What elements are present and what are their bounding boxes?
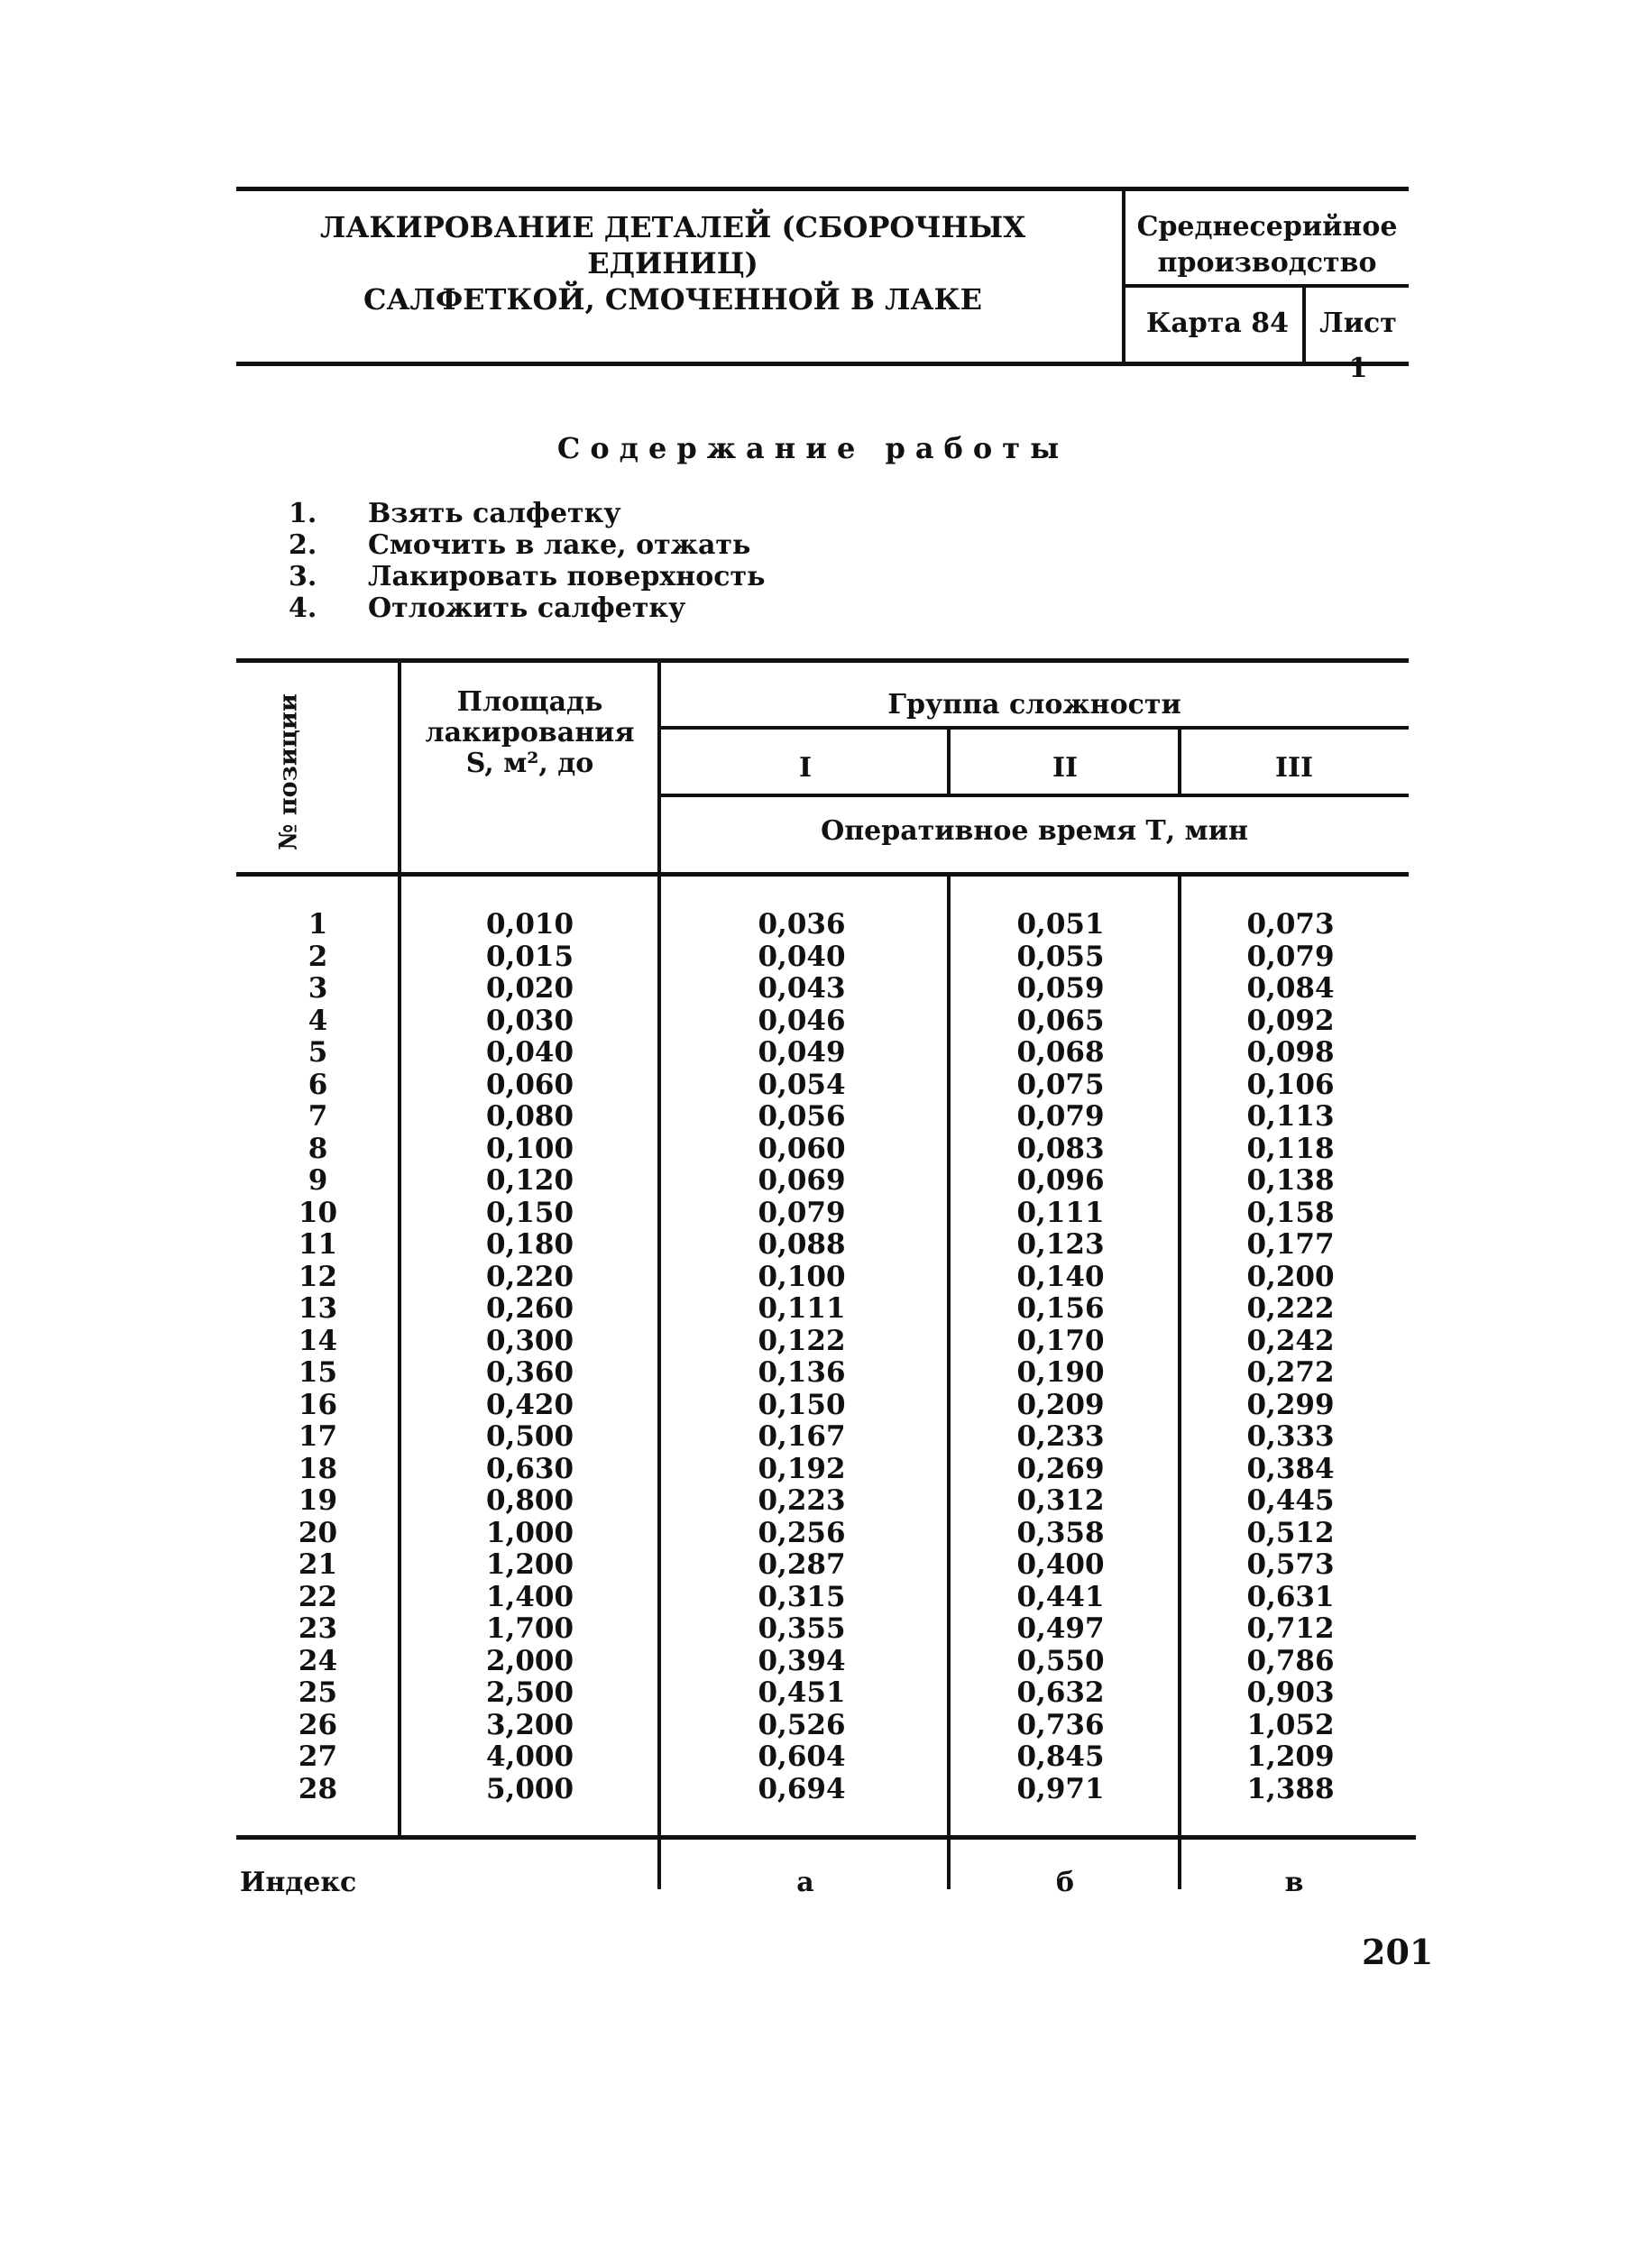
title-line-2: САЛФЕТКОЙ, СМОЧЕННОЙ В ЛАКЕ: [363, 282, 983, 317]
table-row: [234, 1229, 1407, 1262]
table-row: [234, 1582, 1407, 1614]
position-cell: 2: [308, 940, 328, 973]
area-cell: 0,040: [485, 1036, 574, 1069]
work-content-title: Содержание работы: [556, 431, 1070, 465]
area-cell: 0,630: [485, 1452, 574, 1485]
group-iii-time-cell: 0,445: [1246, 1484, 1335, 1517]
position-cell: 12: [298, 1260, 338, 1293]
table-top-rule: [236, 658, 1409, 663]
area-cell: 0,500: [485, 1420, 574, 1453]
table-header-bottom-rule: [236, 872, 1409, 877]
area-cell: 0,360: [485, 1356, 574, 1389]
production-type: [1129, 209, 1405, 281]
group-iii-time-cell: 0,222: [1246, 1292, 1335, 1325]
group-ii-time-cell: 0,079: [1016, 1100, 1105, 1133]
group-ii-time-cell: 0,497: [1016, 1612, 1105, 1645]
group-i-time-cell: 0,167: [758, 1420, 846, 1453]
table-body: [234, 909, 1407, 1805]
header-top-rule: [236, 187, 1409, 191]
group-i-time-cell: 0,079: [758, 1196, 846, 1229]
area-cell: 0,800: [485, 1484, 574, 1517]
position-cell: 28: [298, 1772, 338, 1805]
group-iii-time-cell: 0,631: [1246, 1580, 1335, 1613]
position-cell: 21: [298, 1548, 338, 1581]
position-cell: 27: [298, 1740, 338, 1773]
group-iii-time-cell: 0,092: [1246, 1004, 1335, 1037]
group-iii-time-cell: 1,388: [1246, 1772, 1335, 1805]
position-cell: 23: [298, 1612, 338, 1645]
table-row: [234, 1005, 1407, 1038]
position-cell: 10: [298, 1196, 338, 1229]
group-ii-time-cell: 0,140: [1016, 1260, 1105, 1293]
group-iii-time-cell: 0,200: [1246, 1260, 1335, 1293]
position-cell: 14: [298, 1324, 338, 1357]
index-group-iii: в: [1284, 1867, 1304, 1898]
group-ii-time-cell: 0,736: [1016, 1708, 1105, 1741]
table-row: [234, 1101, 1407, 1134]
position-cell: 25: [298, 1676, 338, 1709]
group-ii-time-cell: 0,358: [1016, 1516, 1105, 1549]
work-step: [289, 592, 766, 624]
work-steps-list: [289, 498, 766, 624]
table-row: [234, 1646, 1407, 1678]
group-i-time-cell: 0,060: [758, 1132, 846, 1165]
group-iii-time-cell: 0,786: [1246, 1644, 1335, 1677]
area-cell: 1,700: [485, 1612, 574, 1645]
header-inner-rule: [1122, 284, 1409, 288]
group-iii-time-cell: 0,903: [1246, 1676, 1335, 1709]
group-iii-time-cell: 0,177: [1246, 1228, 1335, 1261]
area-cell: 0,120: [485, 1164, 574, 1197]
position-cell: 22: [298, 1580, 338, 1613]
group-i-time-cell: 0,056: [758, 1100, 846, 1133]
group-i-time-cell: 0,287: [758, 1548, 846, 1581]
area-cell: 0,060: [485, 1068, 574, 1101]
step-text: Смочить в лаке, отжать: [368, 529, 751, 561]
group-numbers-rule: [659, 794, 1409, 797]
group-iii-time-cell: 0,084: [1246, 972, 1335, 1005]
group-iii-time-cell: 0,098: [1246, 1036, 1335, 1069]
area-header-line-1: Площадь: [456, 686, 603, 718]
group-iii-time-cell: 0,384: [1246, 1452, 1335, 1485]
group-iii-time-cell: 0,272: [1246, 1356, 1335, 1389]
area-cell: 0,080: [485, 1100, 574, 1133]
page-number: 201: [1362, 1932, 1434, 1972]
group-iii-time-cell: 1,209: [1246, 1740, 1335, 1773]
group-i-time-cell: 0,100: [758, 1260, 846, 1293]
group-i-time-cell: 0,604: [758, 1740, 846, 1773]
area-header: [401, 687, 658, 779]
index-group-i: а: [796, 1867, 814, 1898]
table-bottom-rule: [236, 1835, 1416, 1840]
sheet-number: Лист 1: [1319, 308, 1397, 384]
step-text: Отложить салфетку: [368, 592, 686, 624]
work-step: [289, 529, 766, 561]
group-i-time-cell: 0,111: [758, 1292, 846, 1325]
step-text: Взять салфетку: [368, 498, 621, 529]
position-cell: 18: [298, 1452, 338, 1485]
group-i-time-cell: 0,355: [758, 1612, 846, 1645]
group-iii-time-cell: 0,079: [1246, 940, 1335, 973]
table-row: [234, 1485, 1407, 1518]
position-cell: 20: [298, 1516, 338, 1549]
group-i-time-cell: 0,046: [758, 1004, 846, 1037]
table-row: [234, 1518, 1407, 1550]
area-cell: 4,000: [485, 1740, 574, 1773]
group-ii-time-cell: 0,971: [1016, 1772, 1105, 1805]
area-cell: 0,150: [485, 1196, 574, 1229]
table-row: [234, 1262, 1407, 1294]
table-row: [234, 1710, 1407, 1742]
group-ii-header: II: [1052, 752, 1079, 784]
position-cell: 7: [308, 1100, 328, 1133]
position-cell: 17: [298, 1420, 338, 1453]
position-cell: 6: [308, 1068, 328, 1101]
group-iii-time-cell: 0,106: [1246, 1068, 1335, 1101]
position-cell: 8: [308, 1132, 328, 1165]
group-header-rule: [659, 726, 1409, 730]
group-ii-time-cell: 0,550: [1016, 1644, 1105, 1677]
table-row: [234, 1549, 1407, 1582]
table-row: [234, 1357, 1407, 1390]
group-ii-time-cell: 0,233: [1016, 1420, 1105, 1453]
header-bottom-rule: [236, 362, 1409, 366]
group-iii-time-cell: 0,242: [1246, 1324, 1335, 1357]
index-label: Индекс: [240, 1867, 357, 1898]
area-cell: 0,420: [485, 1388, 574, 1421]
production-line-2: производство: [1157, 247, 1377, 279]
group-i-time-cell: 0,036: [758, 908, 846, 941]
area-header-line-3: S, м², до: [465, 748, 594, 779]
table-row: [234, 941, 1407, 974]
group-ii-time-cell: 0,156: [1016, 1292, 1105, 1325]
group-ii-time-cell: 0,170: [1016, 1324, 1105, 1357]
step-number: 4.: [289, 592, 317, 624]
table-row: [234, 1037, 1407, 1070]
title-line-1: ЛАКИРОВАНИЕ ДЕТАЛЕЙ (СБОРОЧНЫХ ЕДИНИЦ): [319, 210, 1026, 280]
table-row: [234, 1390, 1407, 1422]
position-cell: 26: [298, 1708, 338, 1741]
table-row: [234, 1454, 1407, 1486]
position-cell: 3: [308, 972, 328, 1005]
table-row: [234, 973, 1407, 1005]
group-i-time-cell: 0,040: [758, 940, 846, 973]
table-row: [234, 1134, 1407, 1166]
group-i-time-cell: 0,526: [758, 1708, 846, 1741]
group-i-time-cell: 0,088: [758, 1228, 846, 1261]
group-iii-time-cell: 0,573: [1246, 1548, 1335, 1581]
position-header: [257, 693, 320, 850]
complexity-group-header: Группа сложности: [887, 689, 1181, 721]
group-i-time-cell: 0,150: [758, 1388, 846, 1421]
card-number: Карта 84: [1146, 308, 1289, 339]
area-cell: 2,000: [485, 1644, 574, 1677]
group-i-time-cell: 0,694: [758, 1772, 846, 1805]
work-step: [289, 498, 766, 529]
area-cell: 5,000: [485, 1772, 574, 1805]
area-cell: 2,500: [485, 1676, 574, 1709]
position-header-text: № позиции: [274, 693, 303, 850]
position-cell: 19: [298, 1484, 338, 1517]
group-iii-time-cell: 0,333: [1246, 1420, 1335, 1453]
position-cell: 9: [308, 1164, 328, 1197]
area-cell: 0,100: [485, 1132, 574, 1165]
group-i-time-cell: 0,394: [758, 1644, 846, 1677]
group-iii-time-cell: 0,138: [1246, 1164, 1335, 1197]
group-i-time-cell: 0,315: [758, 1580, 846, 1613]
table-row: [234, 1326, 1407, 1358]
area-cell: 3,200: [485, 1708, 574, 1741]
document-title: [236, 209, 1109, 317]
group-iii-time-cell: 0,118: [1246, 1132, 1335, 1165]
group-iii-time-cell: 0,073: [1246, 908, 1335, 941]
group-i-time-cell: 0,192: [758, 1452, 846, 1485]
position-cell: 16: [298, 1388, 338, 1421]
table-row: [234, 1613, 1407, 1646]
group-ii-time-cell: 0,065: [1016, 1004, 1105, 1037]
group-iii-time-cell: 0,299: [1246, 1388, 1335, 1421]
area-cell: 0,300: [485, 1324, 574, 1357]
table-row: [234, 1741, 1407, 1774]
header-divider: [1122, 187, 1125, 366]
position-cell: 11: [298, 1228, 338, 1261]
area-cell: 0,015: [485, 940, 574, 973]
group-ii-time-cell: 0,190: [1016, 1356, 1105, 1389]
group-ii-time-cell: 0,441: [1016, 1580, 1105, 1613]
operative-time-header: Оперативное время Т, мин: [821, 815, 1248, 847]
production-line-1: Среднесерийное: [1136, 211, 1398, 243]
group-i-time-cell: 0,223: [758, 1484, 846, 1517]
position-cell: 5: [308, 1036, 328, 1069]
group-ii-time-cell: 0,269: [1016, 1452, 1105, 1485]
position-cell: 24: [298, 1644, 338, 1677]
group-iii-time-cell: 0,512: [1246, 1516, 1335, 1549]
group-i-header: I: [798, 752, 813, 784]
table-row: [234, 1198, 1407, 1230]
group-i-time-cell: 0,136: [758, 1356, 846, 1389]
area-cell: 0,020: [485, 972, 574, 1005]
group-ii-time-cell: 0,059: [1016, 972, 1105, 1005]
group-ii-time-cell: 0,096: [1016, 1164, 1105, 1197]
step-number: 1.: [289, 498, 317, 529]
group-ii-time-cell: 0,068: [1016, 1036, 1105, 1069]
group-iii-time-cell: 0,113: [1246, 1100, 1335, 1133]
group-iii-time-cell: 0,158: [1246, 1196, 1335, 1229]
table-row: [234, 909, 1407, 941]
work-step: [289, 561, 766, 592]
index-group-ii: б: [1055, 1867, 1074, 1898]
group-i-time-cell: 0,054: [758, 1068, 846, 1101]
group-ii-time-cell: 0,055: [1016, 940, 1105, 973]
group-ii-time-cell: 0,400: [1016, 1548, 1105, 1581]
group-i-time-cell: 0,049: [758, 1036, 846, 1069]
area-cell: 0,180: [485, 1228, 574, 1261]
group-ii-time-cell: 0,632: [1016, 1676, 1105, 1709]
step-number: 3.: [289, 561, 317, 592]
group-iii-time-cell: 0,712: [1246, 1612, 1335, 1645]
area-cell: 0,010: [485, 908, 574, 941]
position-cell: 1: [308, 908, 328, 941]
table-row: [234, 1774, 1407, 1806]
table-row: [234, 1165, 1407, 1198]
table-row: [234, 1293, 1407, 1326]
group-ii-time-cell: 0,123: [1016, 1228, 1105, 1261]
position-cell: 4: [308, 1004, 328, 1037]
area-cell: 1,200: [485, 1548, 574, 1581]
group-i-time-cell: 0,256: [758, 1516, 846, 1549]
position-cell: 13: [298, 1292, 338, 1325]
group-iii-header: III: [1274, 752, 1314, 784]
group-ii-time-cell: 0,051: [1016, 908, 1105, 941]
area-header-line-2: лакирования: [425, 717, 635, 748]
group-i-time-cell: 0,451: [758, 1676, 846, 1709]
table-row: [234, 1677, 1407, 1710]
area-cell: 1,400: [485, 1580, 574, 1613]
group-ii-time-cell: 0,111: [1016, 1196, 1105, 1229]
group-ii-time-cell: 0,209: [1016, 1388, 1105, 1421]
group-i-time-cell: 0,122: [758, 1324, 846, 1357]
position-cell: 15: [298, 1356, 338, 1389]
area-cell: 0,260: [485, 1292, 574, 1325]
group-ii-time-cell: 0,312: [1016, 1484, 1105, 1517]
step-number: 2.: [289, 529, 317, 561]
table-row: [234, 1421, 1407, 1454]
group-ii-time-cell: 0,083: [1016, 1132, 1105, 1165]
area-cell: 1,000: [485, 1516, 574, 1549]
group-i-time-cell: 0,043: [758, 972, 846, 1005]
group-ii-time-cell: 0,845: [1016, 1740, 1105, 1773]
group-ii-time-cell: 0,075: [1016, 1068, 1105, 1101]
step-text: Лакировать поверхность: [368, 561, 766, 592]
group-i-time-cell: 0,069: [758, 1164, 846, 1197]
group-iii-time-cell: 1,052: [1246, 1708, 1335, 1741]
area-cell: 0,220: [485, 1260, 574, 1293]
area-cell: 0,030: [485, 1004, 574, 1037]
table-row: [234, 1070, 1407, 1102]
